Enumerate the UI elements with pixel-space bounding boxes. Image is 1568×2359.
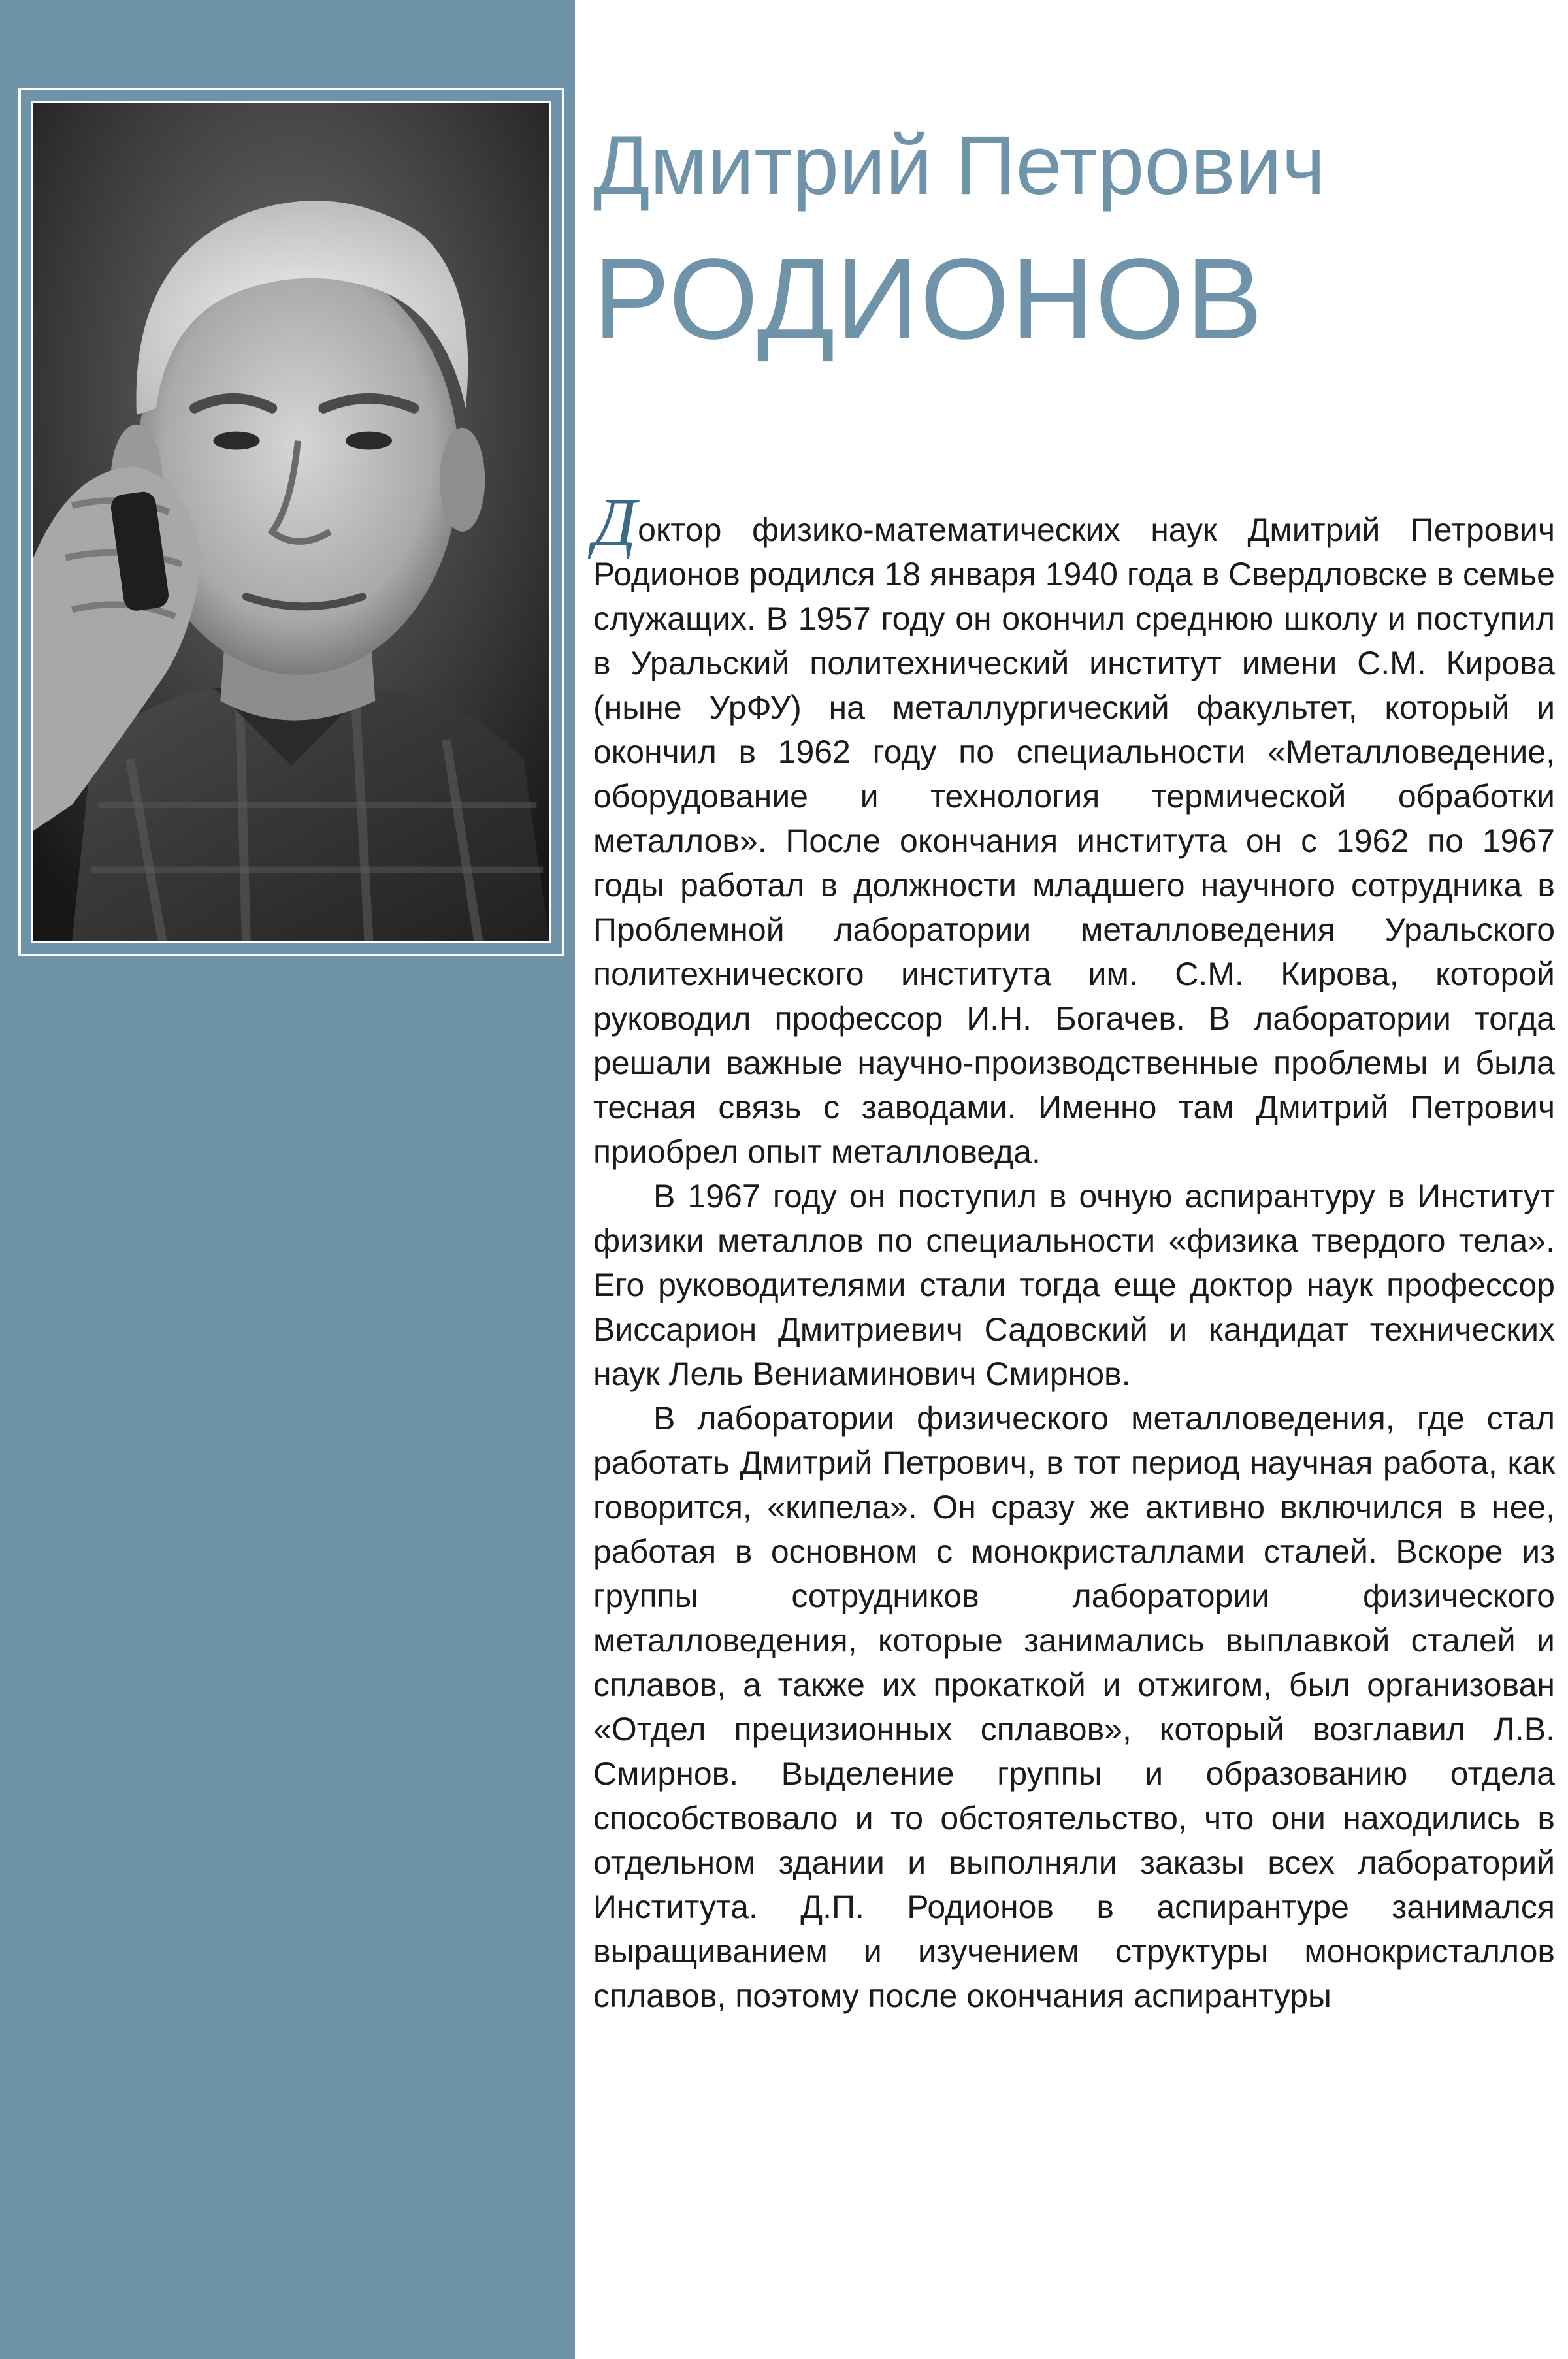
person-first-name: Дмитрий Петрович	[593, 119, 1326, 212]
person-last-name: РОДИОНОВ	[593, 235, 1264, 363]
biography-paragraph-2: В 1967 году он поступил в очную аспирантуру в Институт физики металлов по специальности «физика твердого тела». Его руководителями стали тогда еще доктор наук профессор Виссарион Дмитриевич Садовский и кандидат технических наук Лель Вениаминович Смирнов.	[593, 1178, 1555, 1392]
biography-paragraph-3: В лаборатории физического металловедения, где стал работать Дмитрий Петрович, в тот период научная работа, как говорится, «кипела». Он сразу же активно включился в нее, работая в основном с монокристаллами сталей. Вскоре из группы сотрудников лаборатории физического металловедения, которые занимались выплавкой сталей и сплавов, а также их прокаткой и отжигом, был организован «Отдел прецизионных сплавов», который возглавил Л.В. Смирнов. Выделение группы и образованию отдела способствовало и то обстоятельство, что они находились в отдельном здании и выполняли заказы всех лабораторий Института. Д.П. Родионов в аспирантуре занимался выращиванием и изучением структуры монокристаллов сплавов, поэтому после окончания аспирантуры	[593, 1400, 1555, 2014]
dropcap-letter: Д	[593, 485, 637, 560]
photo-frame	[18, 88, 564, 956]
portrait-photo	[31, 101, 551, 943]
biography-paragraph-1-text: октор физико-математических наук Дмитрий Петрович Родионов родился 18 января 1940 года в Свердловске в семье служащих. В 1957 году он окончил среднюю школу и поступил в Уральский политехнический институт имени С.М. Кирова (ныне УрФУ) на металлургический факультет, который и окончил в 1962 году по специальности «Металловедение, оборудование и технология термической обработки металлов». После окончания института он с 1962 по 1967 годы работал в должности младшего научного сотрудника в Проблемной лаборатории металловедения Уральского политехнического института им. С.М. Кирова, которой руководил профессор И.Н. Богачев. В лаборатории тогда решали важные научно-производственные проблемы и была тесная связь с заводами. Именно там Дмитрий Петрович приобрел опыт металловеда.	[593, 512, 1555, 1170]
biography-paragraph-1	[593, 485, 1555, 1174]
left-sidebar-panel	[0, 0, 575, 2359]
content-column	[593, 0, 1555, 2359]
portrait-photo-icon	[33, 103, 549, 941]
biography-text	[593, 485, 1555, 2018]
